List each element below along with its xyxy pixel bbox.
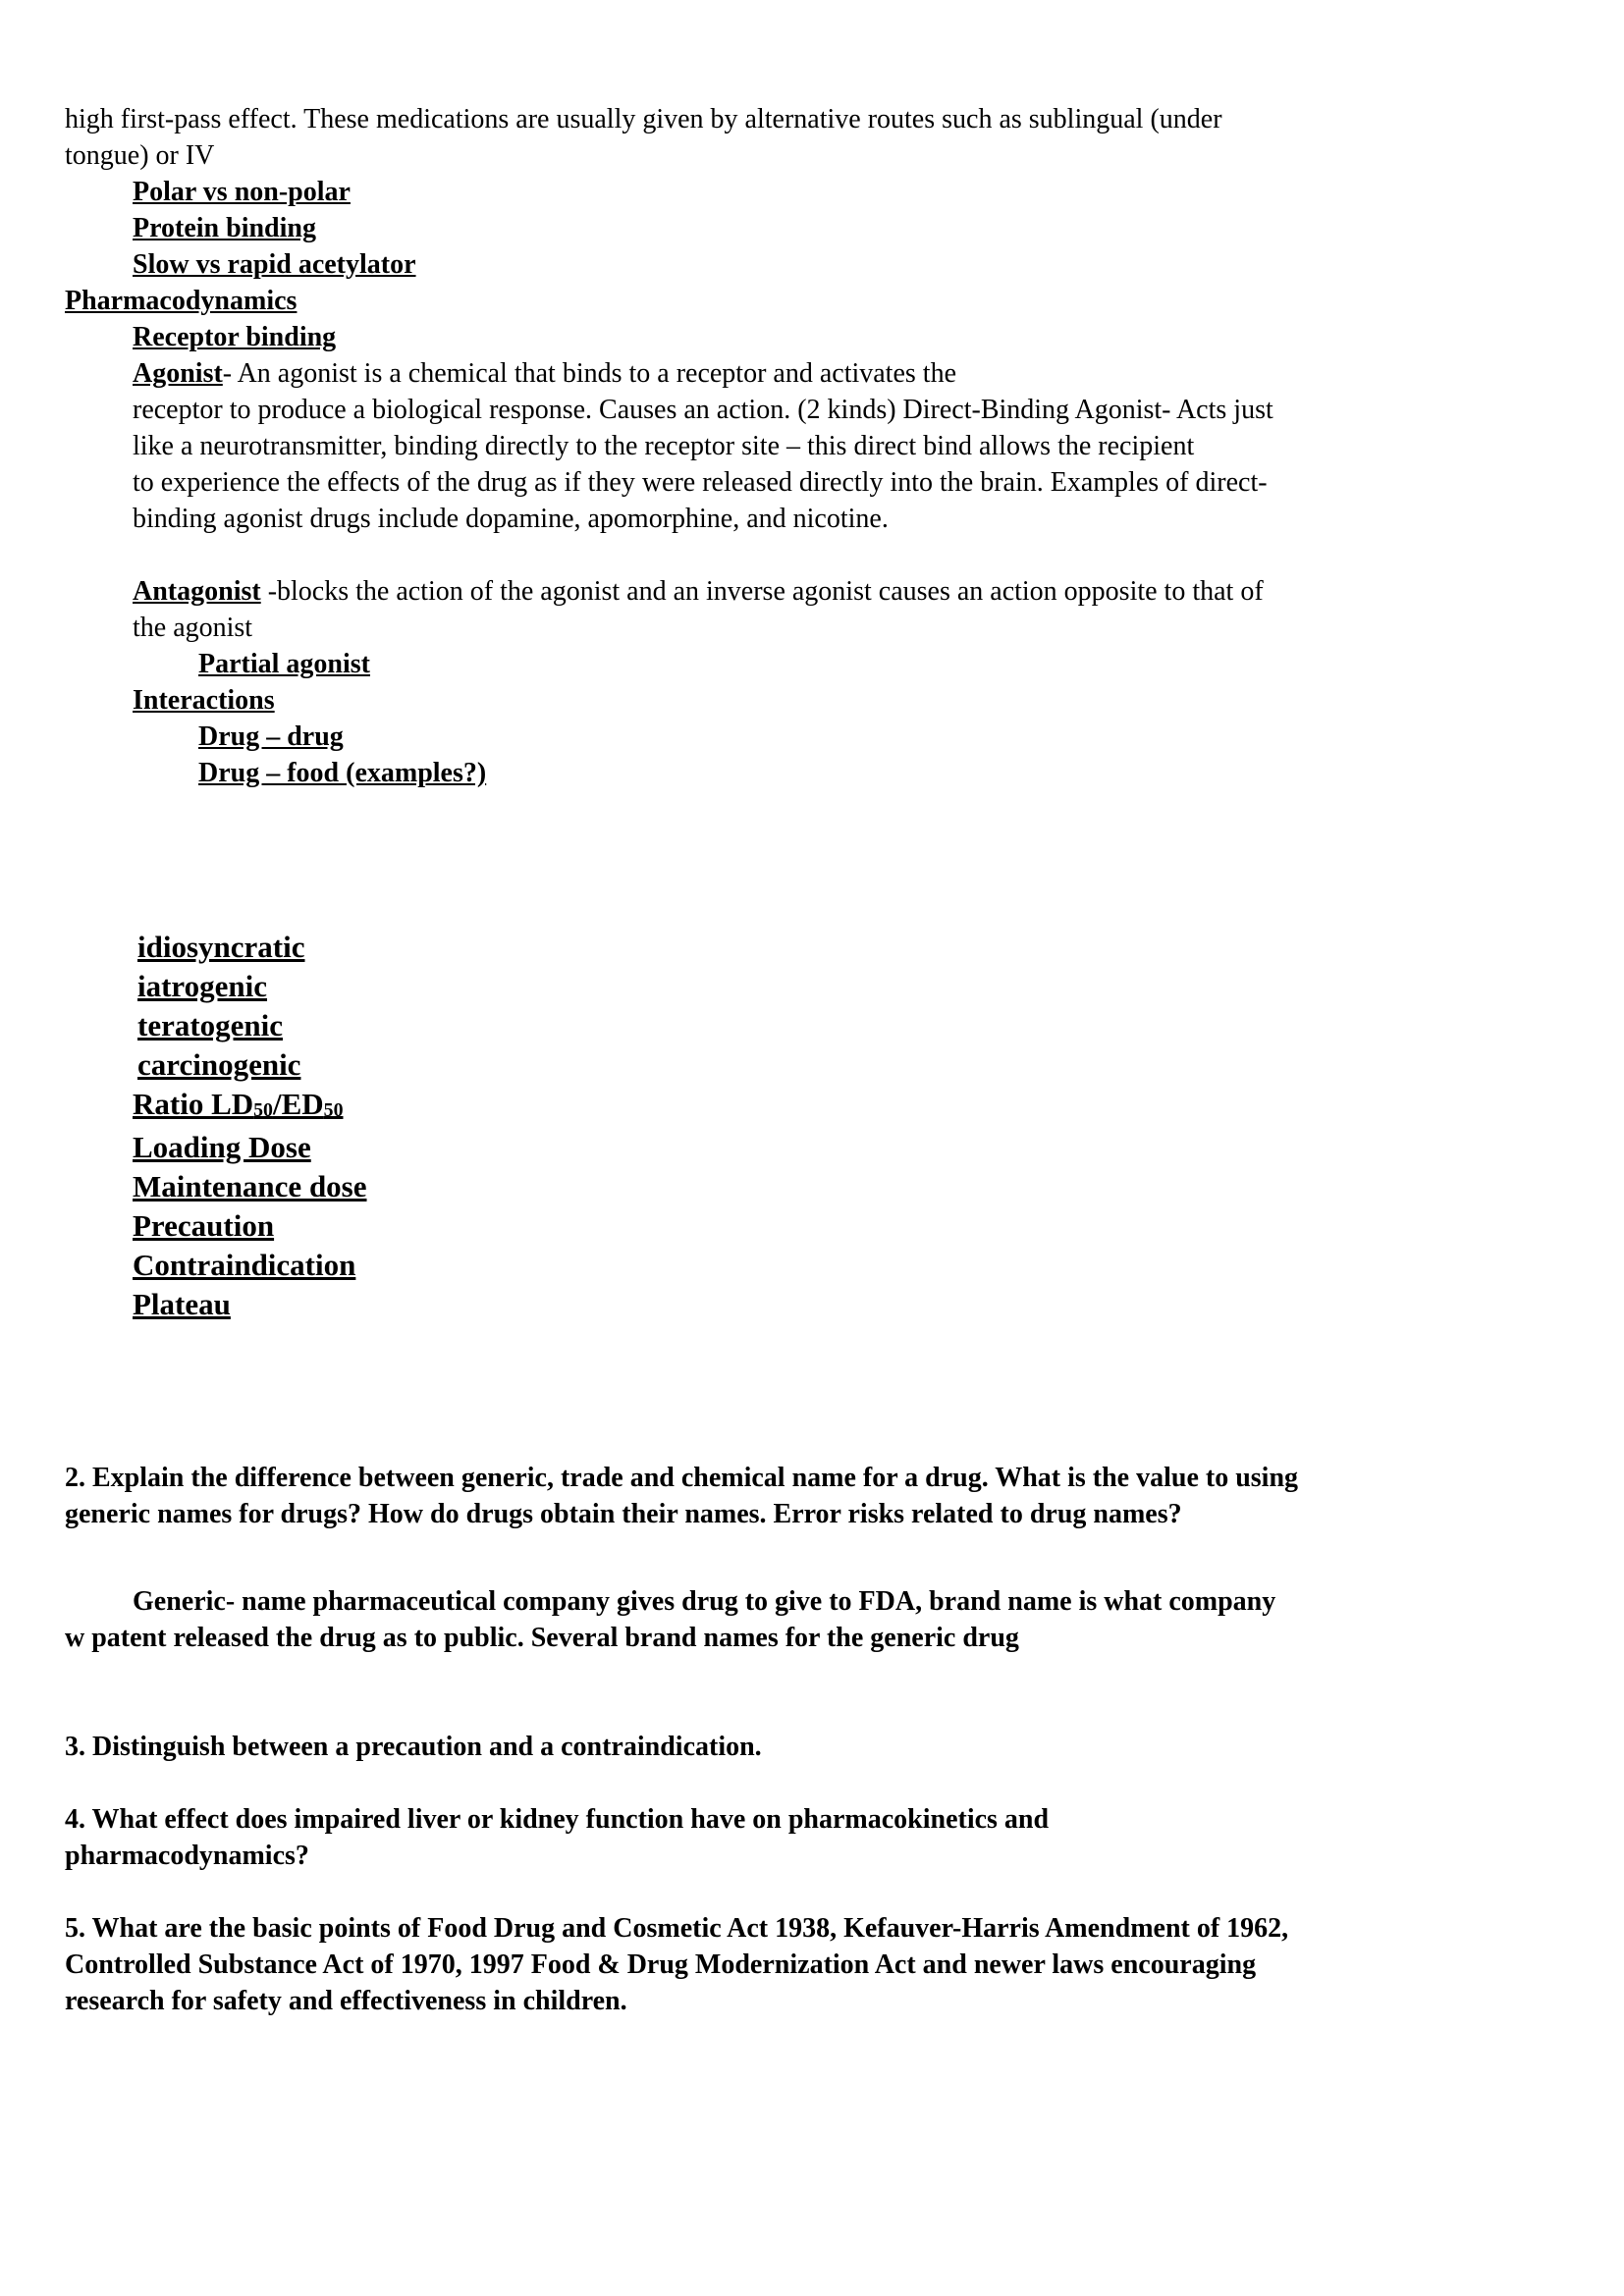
subtopic-list-pharmacokinetics xyxy=(133,174,1559,283)
antagonist-paragraph xyxy=(133,573,1559,646)
heading-pharmacodynamics: Pharmacodynamics xyxy=(65,286,298,316)
dose-term-item: Contraindication xyxy=(133,1248,356,1282)
dose-term-item: Maintenance dose xyxy=(133,1169,367,1203)
agonist-line: to experience the effects of the drug as if they were released directly into the brain. Examples of direct- xyxy=(133,467,1268,498)
interaction-type-item: Drug – drug xyxy=(198,721,344,752)
subtopic-item: Protein binding xyxy=(133,213,316,243)
subtopic-item: Slow vs rapid acetylator xyxy=(133,249,416,280)
question-2 xyxy=(65,1460,1559,1532)
agonist-term: Agonist xyxy=(133,358,223,389)
intro-line: high first-pass effect. These medications are usually given by alternative routes such as sublingual (under xyxy=(65,104,1222,134)
subtopic-partial-agonist: Partial agonist xyxy=(198,649,370,679)
antagonist-line: the agonist xyxy=(133,613,253,643)
effect-term-item: idiosyncratic xyxy=(137,930,305,964)
effect-term-list xyxy=(137,928,1559,1085)
question-5-line: 5. What are the basic points of Food Drug and Cosmetic Act 1938, Kefauver-Harris Amendment of 1962, xyxy=(65,1913,1289,1944)
dose-term-item: Plateau xyxy=(133,1287,231,1321)
question-5 xyxy=(65,1910,1559,2019)
question-3: 3. Distinguish between a precaution and a contraindication. xyxy=(65,1732,762,1762)
effect-term-item: iatrogenic xyxy=(137,969,268,1003)
term-ratio-ld50-ed50 xyxy=(133,1085,1559,1128)
antagonist-continuation xyxy=(133,610,1559,646)
generic-answer-paragraph xyxy=(65,1583,1559,1656)
ratio-prefix: Ratio LD xyxy=(133,1087,254,1121)
agonist-definition-start: - An agonist is a chemical that binds to a receptor and activates the xyxy=(222,358,956,389)
question-4-line: 4. What effect does impaired liver or kidney function have on pharmacokinetics and xyxy=(65,1804,1050,1835)
dose-term-list xyxy=(133,1128,1559,1324)
agonist-paragraph xyxy=(133,355,1559,537)
generic-answer-line: w patent released the drug as to public. Several brand names for the generic drug xyxy=(65,1623,1019,1653)
heading-interactions: Interactions xyxy=(133,685,275,716)
agonist-line: receptor to produce a biological response. Causes an action. (2 kinds) Direct-Binding Agonist- Acts just xyxy=(133,395,1273,425)
question-4 xyxy=(65,1801,1559,1874)
agonist-line: like a neurotransmitter, binding directly to the receptor site – this direct bind allows the recipient xyxy=(133,431,1195,461)
agonist-line: binding agonist drugs include dopamine, apomorphine, and nicotine. xyxy=(133,504,889,534)
agonist-continuation xyxy=(133,392,1559,537)
antagonist-term: Antagonist xyxy=(133,576,261,607)
subtopic-item: Polar vs non-polar xyxy=(133,177,351,207)
ratio-mid: /ED xyxy=(272,1087,324,1121)
dose-term-item: Loading Dose xyxy=(133,1130,311,1164)
ratio-subscript-ed: 50 xyxy=(323,1099,344,1121)
question-4-line: pharmacodynamics? xyxy=(65,1841,309,1871)
agonist-first-line xyxy=(133,355,1559,392)
interaction-type-item: Drug – food (examples?) xyxy=(198,758,487,788)
effect-term-item: teratogenic xyxy=(137,1008,284,1042)
question-5-line: research for safety and effectiveness in children. xyxy=(65,1986,627,2016)
question-2-line: generic names for drugs? How do drugs obtain their names. Error risks related to drug names? xyxy=(65,1499,1182,1529)
subtopic-receptor-binding: Receptor binding xyxy=(133,322,337,352)
generic-answer-line: Generic- name pharmaceutical company gives drug to give to FDA, brand name is what company xyxy=(133,1586,1276,1617)
document-body xyxy=(65,101,1559,2019)
ratio-subscript-ld: 50 xyxy=(253,1099,273,1121)
antagonist-definition-start: -blocks the action of the agonist and an inverse agonist causes an action opposite to that of xyxy=(260,576,1264,607)
dose-term-item: Precaution xyxy=(133,1208,275,1243)
intro-line: tongue) or IV xyxy=(65,140,215,171)
question-5-line: Controlled Substance Act of 1970, 1997 Food & Drug Modernization Act and newer laws encouraging xyxy=(65,1949,1257,1980)
intro-paragraph xyxy=(65,101,1559,174)
effect-term-item: carcinogenic xyxy=(137,1047,301,1082)
question-2-line: 2. Explain the difference between generic, trade and chemical name for a drug. What is the value to using xyxy=(65,1463,1299,1493)
interaction-type-list xyxy=(198,719,1559,791)
antagonist-first-line xyxy=(133,573,1559,610)
